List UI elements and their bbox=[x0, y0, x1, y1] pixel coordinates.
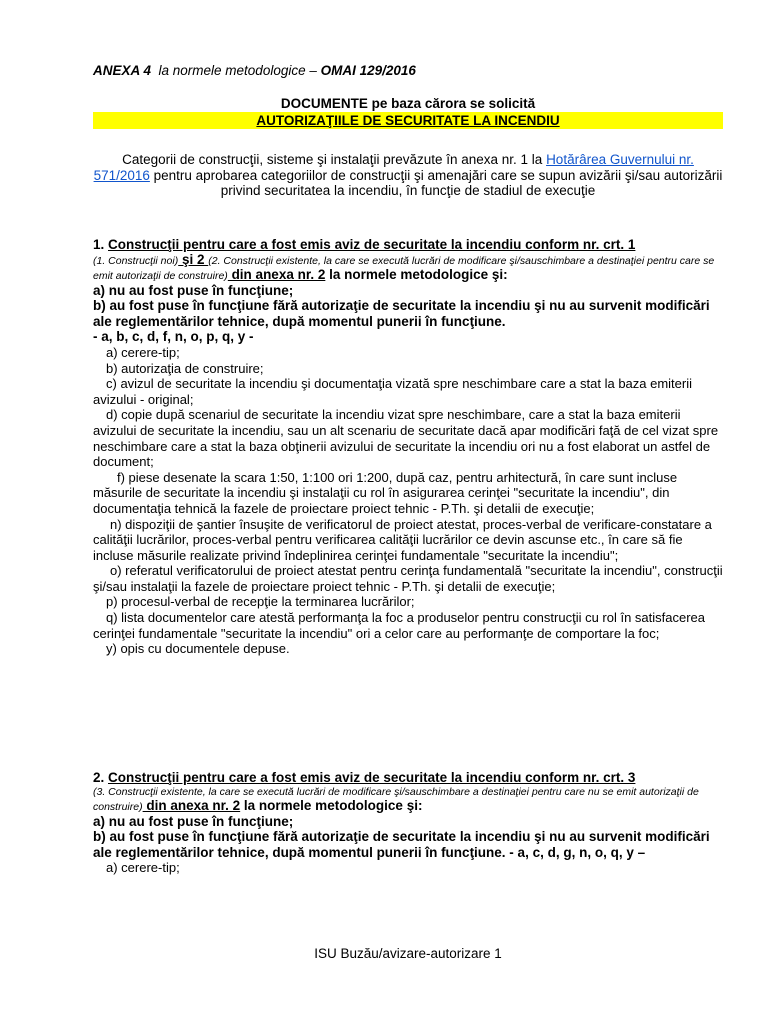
section-2-annex-line bbox=[143, 798, 423, 813]
intro-text-1: Categorii de construcţii, sisteme şi instalaţii prevăzute în anexa nr. 1 la bbox=[122, 152, 547, 167]
section-1-annex-ref: din anexa nr. 2 bbox=[227, 266, 326, 282]
section-1-and-2: şi 2 bbox=[178, 251, 209, 267]
page-footer: ISU Buzău/avizare-autorizare 1 bbox=[314, 946, 502, 961]
section-1-annex-line bbox=[228, 267, 508, 282]
s1-item-o: o) referatul verificatorului de proiect atestat pentru cerinţa fundamentală "securitate la incendiu", construcţii şi/sau instalaţii la fazele de proiectare proiect tehnic - P.Th. şi detalii de execuţie; bbox=[93, 563, 723, 594]
section-1-letters: - a, b, c, d, f, n, o, p, q, y - bbox=[93, 329, 254, 345]
section-2-annex-ref: din anexa nr. 2 bbox=[142, 797, 241, 813]
document-title: DOCUMENTE pe baza cărora se solicită bbox=[280, 96, 536, 111]
section-2-note bbox=[93, 786, 723, 814]
section-2-heading-text: Construcţii pentru care a fost emis aviz de securitate la incendiu conform nr. crt. 3 bbox=[108, 770, 636, 785]
s1-item-n: n) dispoziţii de şantier însuşite de verificatorul de proiect atestat, proces-verbal de verificare-constatare a calităţii lucrărilor, proces-verbal pentru verificarea calităţii lucrărilor ce devin ascunse etc., în care să fie incluse măsurile realizate privind îndeplinirea cerinţei fundamentale "securitate la incendiu"; bbox=[93, 516, 712, 563]
s1-item-y: y) opis cu documentele depuse. bbox=[106, 641, 290, 657]
section-1-cond-a: a) nu au fost puse în funcţiune; bbox=[93, 282, 294, 298]
section-1 bbox=[93, 237, 723, 657]
section-2-heading bbox=[93, 770, 723, 786]
hg-571-link[interactable]: Hotărârea Guvernului nr. 571/2016 bbox=[93, 152, 694, 183]
section-2 bbox=[93, 770, 723, 876]
s1-item-b: b) autorizaţia de construire; bbox=[106, 360, 264, 376]
s1-item-c: c) avizul de securitate la incendiu şi documentaţia vizată spre neschimbare care a stat la baza emiterii avizului - original; bbox=[93, 376, 693, 407]
section-2-cond-b: b) au fost puse în funcţiune fără autorizaţie de securitate la incendiu şi nu au survenit modificări ale reglementărilor tehnice, după momentul punerii în funcţiune. - a, c, d, g, n, o, q, y – bbox=[93, 829, 710, 860]
section-2-number: 2. bbox=[93, 770, 109, 785]
intro-paragraph bbox=[93, 152, 723, 199]
section-1-heading-text: Construcţii pentru care a fost emis aviz de securitate la incendiu conform nr. crt. 1 bbox=[108, 237, 636, 252]
section-1-number: 1. bbox=[93, 237, 109, 252]
section-1-note bbox=[93, 253, 723, 283]
annex-label: ANEXA 4 bbox=[93, 63, 152, 78]
section-1-note-1: (1. Construcţii noi) bbox=[93, 254, 179, 267]
annex-header bbox=[93, 63, 416, 79]
section-2-annex-tail: la normele metodologice şi: bbox=[240, 797, 423, 813]
s2-item-a: a) cerere-tip; bbox=[106, 860, 180, 876]
section-2-note-text: (3. Construcţii existente, la care se execută lucrări de modificare şi/sauschimbare a destinaţiei pentru care nu se emit autorizaţii de construire) bbox=[93, 785, 699, 813]
s1-item-f: f) piese desenate la scara 1:50, 1:100 ori 1:200, după caz, pentru arhitectură, în care sunt incluse măsurile de securitate la incendiu şi instalaţii cu rol în asigurarea cerinţei "securitate la incendiu", din documentaţia tehnică la fazele de proiectare proiect tehnic - P.Th. şi detalii de execuţie; bbox=[93, 469, 678, 516]
s1-item-d: d) copie după scenariul de securitate la incendiu vizat spre neschimbare, care a stat la baza emiterii avizului de securitate la incendiu, sau un alt scenariu de securitate dacă apar modificări faţă de cel vizat spre neschimbare care a stat la baza obţinerii avizului de securitate la incendiu ori nu a fost elaborat un astfel de document; bbox=[93, 407, 719, 470]
omai-ref: OMAI 129/2016 bbox=[320, 63, 416, 78]
annex-text: la normele metodologice – bbox=[151, 63, 321, 78]
section-1-annex-tail: la normele metodologice şi: bbox=[325, 266, 508, 282]
section-2-cond-a: a) nu au fost puse în funcţiune; bbox=[93, 813, 294, 829]
section-1-cond-b: b) au fost puse în funcţiune fără autorizaţie de securitate la incendiu şi nu au survenit modificări ale reglementărilor tehnice, după momentul punerii în funcţiune. bbox=[93, 298, 710, 329]
section-1-note-2: (2. Construcţii existente, la care se execută lucrări de modificare şi/sauschimbare a destinaţiei pentru care se emit autorizaţii de construire) bbox=[93, 254, 715, 282]
s1-item-p: p) procesul-verbal de recepţie la terminarea lucrărilor; bbox=[106, 594, 415, 610]
section-1-heading bbox=[93, 237, 723, 253]
document-subtitle-highlight: AUTORIZAŢIILE DE SECURITATE LA INCENDIU bbox=[93, 112, 723, 129]
s1-item-a: a) cerere-tip; bbox=[106, 344, 180, 360]
intro-text-2: pentru aprobarea categoriilor de construcţii şi amenajări care se supun avizării şi/sau autorizării privind securitatea la incendiu, în funcţie de stadiul de execuţie bbox=[149, 167, 723, 199]
s1-item-q: q) lista documentelor care atestă performanţa la foc a produselor pentru construcţii cu rol în satisfacerea cerinţei fundamentale "securitate la incendiu" ori a celor care au performanţe de comportare la foc; bbox=[93, 610, 706, 641]
